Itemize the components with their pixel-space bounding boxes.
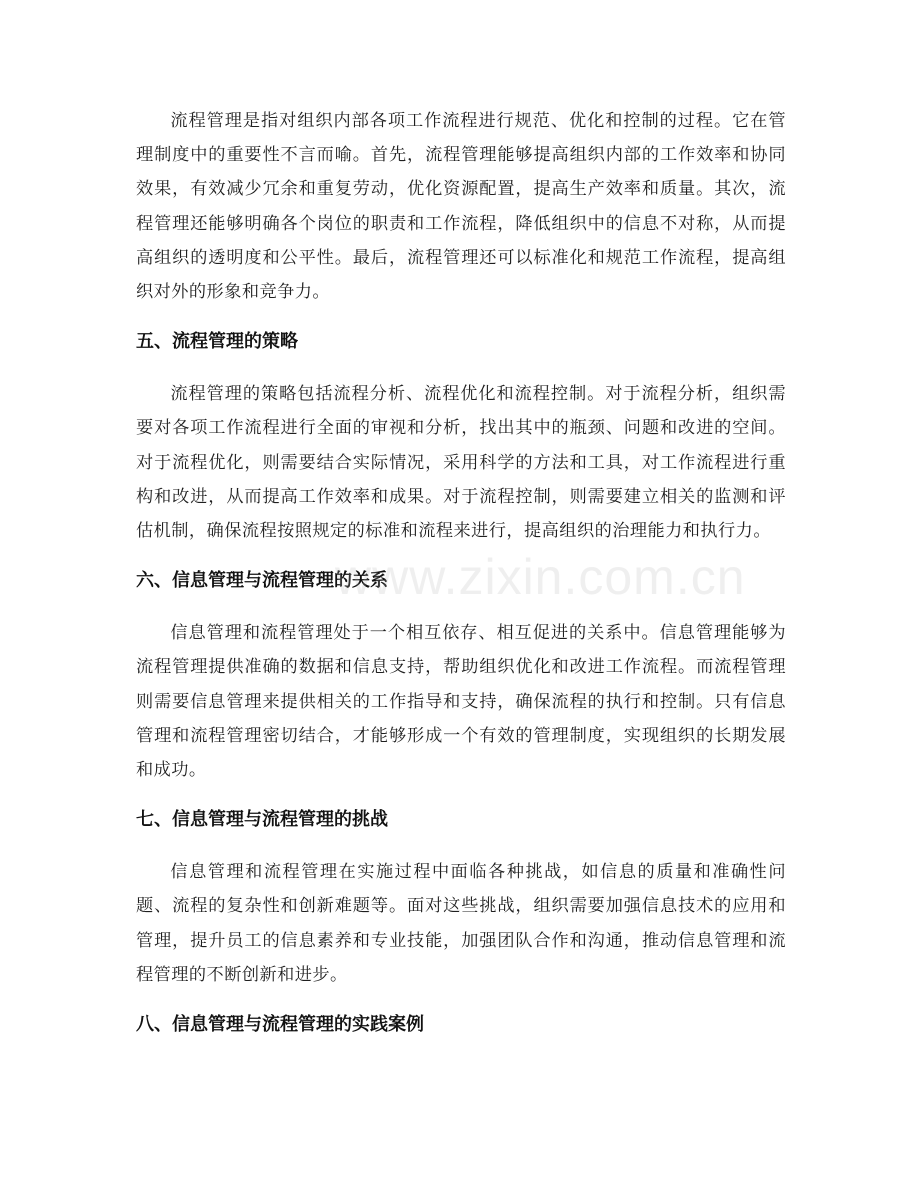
paragraph-process-management-intro: 流程管理是指对组织内部各项工作流程进行规范、优化和控制的过程。它在管理制度中的重要性不言而喻。首先，流程管理能够提高组织内部的工作效率和协同效果，有效减少冗余和重复劳动，优化资源配置，提高生产效率和质量。其次，流程管理还能够明确各个岗位的职责和工作流程，降低组织中的信息不对称，从而提高组织的透明度和公平性。最后，流程管理还可以标准化和规范工作流程，提高组织对外的形象和竞争力。 — [136, 111, 786, 303]
paragraph-challenges: 信息管理和流程管理在实施过程中面临各种挑战，如信息的质量和准确性问题、流程的复杂性和创新难题等。面对这些挑战，组织需要加强信息技术的应用和管理，提升员工的信息素养和专业技能，加强团队合作和沟通，推动信息管理和流程管理的不断创新和进步。 — [136, 862, 786, 985]
section-heading-7: 七、信息管理与流程管理的挑战 — [136, 809, 388, 831]
paragraph-relationship: 信息管理和流程管理处于一个相互依存、相互促进的关系中。信息管理能够为流程管理提供准确的数据和信息支持，帮助组织优化和改进工作流程。而流程管理则需要信息管理来提供相关的工作指导和支持，确保流程的执行和控制。只有信息管理和流程管理密切结合，才能够形成一个有效的管理制度，实现组织的长期发展和成功。 — [136, 623, 786, 781]
section-heading-6: 六、信息管理与流程管理的关系 — [136, 570, 388, 592]
document-page — [136, 104, 786, 1042]
watermark: www.zixin.com.cn — [335, 549, 746, 605]
section-heading-8: 八、信息管理与流程管理的实践案例 — [136, 1014, 424, 1036]
section-heading-5: 五、流程管理的策略 — [136, 331, 298, 353]
paragraph-strategy: 流程管理的策略包括流程分析、流程优化和流程控制。对于流程分析，组织需要对各项工作流程进行全面的审视和分析，找出其中的瓶颈、问题和改进的空间。对于流程优化，则需要结合实际情况，采用科学的方法和工具，对工作流程进行重构和改进，从而提高工作效率和成果。对于流程控制，则需要建立相关的监测和评估机制，确保流程按照规定的标准和流程来进行，提高组织的治理能力和执行力。 — [136, 384, 786, 542]
